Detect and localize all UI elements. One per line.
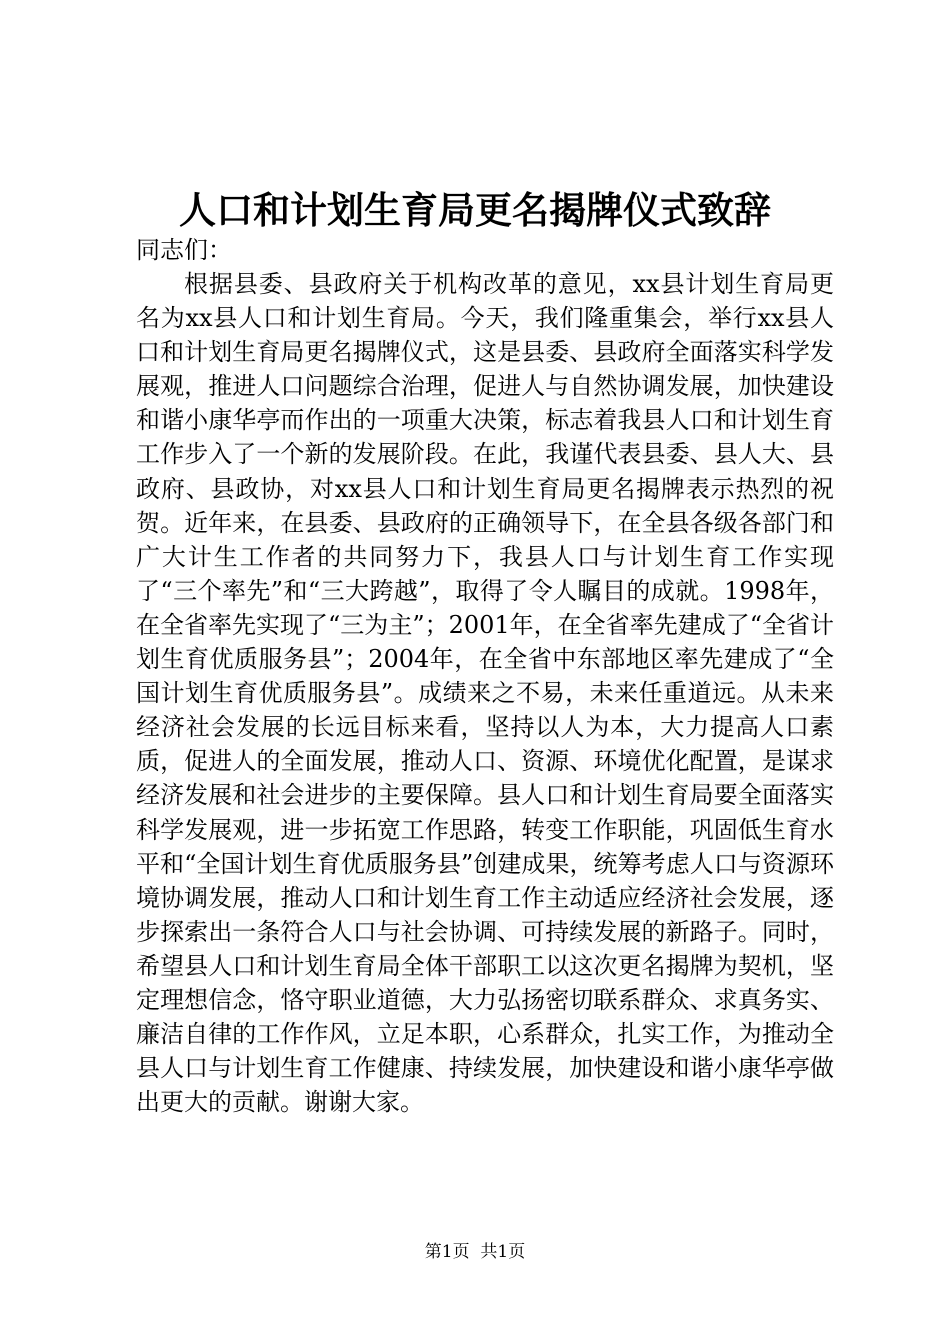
body-paragraph: 根据县委、县政府关于机构改革的意见，xx县计划生育局更名为xx县人口和计划生育局。今天，我们隆重集会，举行xx县人口和计划生育局更名揭牌仪式，这是县委、县政府全面落实科学发展观，推进人口问题综合治理，促进人与自然协调发展，加快建设和谐小康华亭而作出的一项重大决策，标志着我县人口和计划生育工作步入了一个新的发展阶段。在此，我谨代表县委、县人大、县政府、县政协，对xx县人口和计划生育局更名揭牌表示热烈的祝贺。近年来，在县委、县政府的正确领导下，在全县各级各部门和广大计生工作者的共同努力下，我县人口与计划生育工作实现了“三个率先”和“三大跨越”，取得了令人瞩目的成就。1998年，在全省率先实现了“三为主”；2001年，在全省率先建成了“全省计划生育优质服务县”；2004年，在全省中东部地区率先建成了“全国计划生育优质服务县”。成绩来之不易，未来任重道远。从未来经济社会发展的长远目标来看，坚持以人为本，大力提高人口素质，促进人的全面发展，推动人口、资源、环境优化配置，是谋求经济发展和社会进步的主要保障。县人口和计划生育局要全面落实科学发展观，进一步拓宽工作思路，转变工作职能，巩固低生育水平和“全国计划生育优质服务县”创建成果，统筹考虑人口与资源环境协调发展，推动人口和计划生育工作主动适应经济社会发展，逐步探索出一条符合人口与社会协调、可持续发展的新路子。同时，希望县人口和计划生育局全体干部职工以这次更名揭牌为契机，坚定理想信念，恪守职业道德，大力弘扬密切联系群众、求真务实、廉洁自律的工作作风，立足本职，心系群众，扎实工作，为推动全县人口与计划生育工作健康、持续发展，加快建设和谐小康华亭做出更大的贡献。谢谢大家。 bbox=[136, 270, 834, 1117]
document-title: 人口和计划生育局更名揭牌仪式致辞 bbox=[179, 188, 771, 232]
salutation: 同志们： bbox=[136, 236, 232, 264]
page-number: 第1页 共1页 bbox=[424, 1242, 526, 1262]
page-footer bbox=[0, 1240, 950, 1264]
